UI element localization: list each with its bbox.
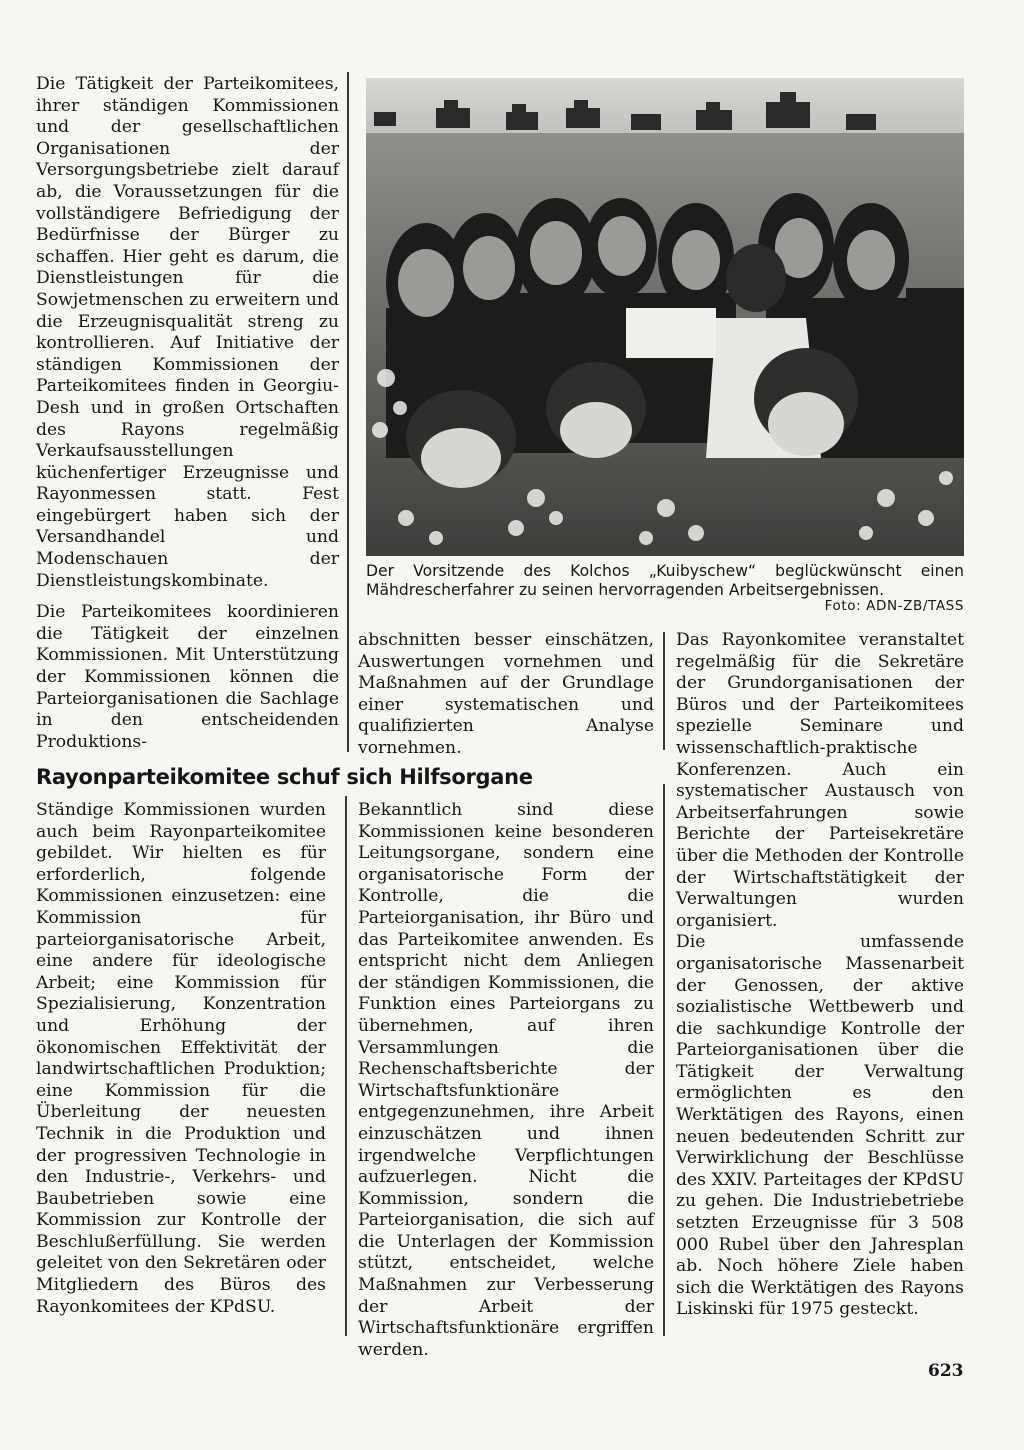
paragraph: Die Parteikomitees koordinieren die Tätigkeit der einzelnen Kommissionen. Mit Unterstützung der Kommissionen können die Parteiorganisationen die Sachlage in den entscheidenden Produktions- [36, 602, 339, 752]
column1-bottom-text: Ständige Kommissionen wurden auch beim Rayonparteikomitee gebildet. Wir hielten es für erforderlich, folgende Kommissionen einzusetzen: eine Kommission für parteiorganisatorische Arbeit, eine andere für ideologische Arbeit; eine Kommission für Spezialisierung, Konzentration und Erhöhung der ökonomischen Effektivität der landwirtschaftlichen Produktion; eine Kommission für die Überleitung der neuesten Technik in die Produktion und der progressiven Technologie in den Industrie-, Verkehrs- und Baubetrieben sowie eine Kommission zur Kontrolle der Beschlußerfüllung. Sie werden geleitet von den Sekretären oder Mitgliedern des Büros des Rayonkomitees der KPdSU. [36, 800, 326, 1317]
paragraph: Die Tätigkeit der Parteikomitees, ihrer ständigen Kommissionen und der gesellschaftlichen Organisationen der Versorgungsbetriebe zielt darauf ab, die Voraussetzungen für die vollständigere Befriedigung der Bedürfnisse der Bürger zu schaffen. Hier geht es darum, die Dienstleistungen für die Sowjetmenschen zu erweitern und die Erzeugnisqualität streng zu kontrollieren. Auf Initiative der ständigen Kommissionen der Parteikomitees finden in Georgiu-Desh und in großen Ortschaften des Rayons regelmäßig Verkaufsausstellungen küchenfertiger Erzeugnisse und Rayonmessen statt. Fest eingebürgert haben sich der Versandhandel und Modenschauen der Dienstleistungskombinate. [36, 74, 339, 591]
column2-bottom-text: Bekanntlich sind diese Kommissionen keine besonderen Leitungsorgane, sondern eine organisatorische Form der Kontrolle, die die Parteiorganisation, ihr Büro und das Parteikomitee anwenden. Es entspricht nicht dem Anliegen der ständigen Kommissionen, die Funktion eines Parteiorgans zu übernehmen, auf ihren Versammlungen die Rechenschaftsberichte der Wirtschaftsfunktionäre entgegenzunehmen, ihre Arbeit einzuschätzen und ihnen irgendwelche Verpflichtungen aufzuerlegen. Nicht die Kommission, sondern die Parteiorganisation, die sich auf die Unterlagen der Kommission stützt, entscheidet, welche Maßnahmen zur Verbesserung der Arbeit der Wirtschaftsfunktionäre ergriffen werden. [358, 800, 654, 1360]
paragraph: Die umfassende organisatorische Massenarbeit der Genossen, der aktive sozialistische Wettbewerb und die sachkundige Kontrolle der Parteiorganisationen über die Tätigkeit der Verwaltung ermöglichten es den Werktätigen des Rayons, einen neuen bedeutenden Schritt zur Verwirklichung der Beschlüsse des XXIV. Parteitages der KPdSU zu gehen. Die Industriebetriebe setzten Erzeugnisse für 3 508 000 Rubel über den Jahresplan ab. Noch höhere Ziele haben sich die Werktätigen des Rayons Liskinski für 1975 gesteckt. [676, 932, 965, 1320]
column2-middle-text: abschnitten besser einschätzen, Auswertungen vornehmen und Maßnahmen auf der Grundlage einer systematischen und qualifizierten Analyse vornehmen. [358, 630, 654, 758]
section-heading: Rayonparteikomitee schuf sich Hilfsorgane [36, 765, 533, 789]
photo-credit: Foto: ADN-ZB/TASS [824, 598, 964, 614]
column-rule [347, 72, 349, 752]
column-rule [663, 784, 665, 1336]
paragraph: Das Rayonkomitee veranstaltet regelmäßig für die Sekretäre der Grundorganisationen der Büros und der Parteikomitees spezielle Seminare und wissenschaftlich-praktische Konferenzen. Auch ein systematischer Austausch von Arbeitserfahrungen sowie Berichte der Parteisekretäre über die Methoden der Kontrolle der Wirtschaftstätigkeit der Verwaltungen wurden organisiert. [676, 630, 964, 931]
column1-top-text [36, 74, 339, 753]
photo-caption: Der Vorsitzende des Kolchos „Kuibyschew“ beglückwünscht einen Mähdrescherfahrer zu seinen hervorragenden Arbeitsergebnissen. [366, 562, 964, 599]
column3-text [676, 630, 964, 1321]
column-rule [663, 632, 665, 750]
column-rule [345, 796, 347, 1336]
news-photo [366, 78, 964, 556]
page-number: 623 [928, 1361, 964, 1381]
